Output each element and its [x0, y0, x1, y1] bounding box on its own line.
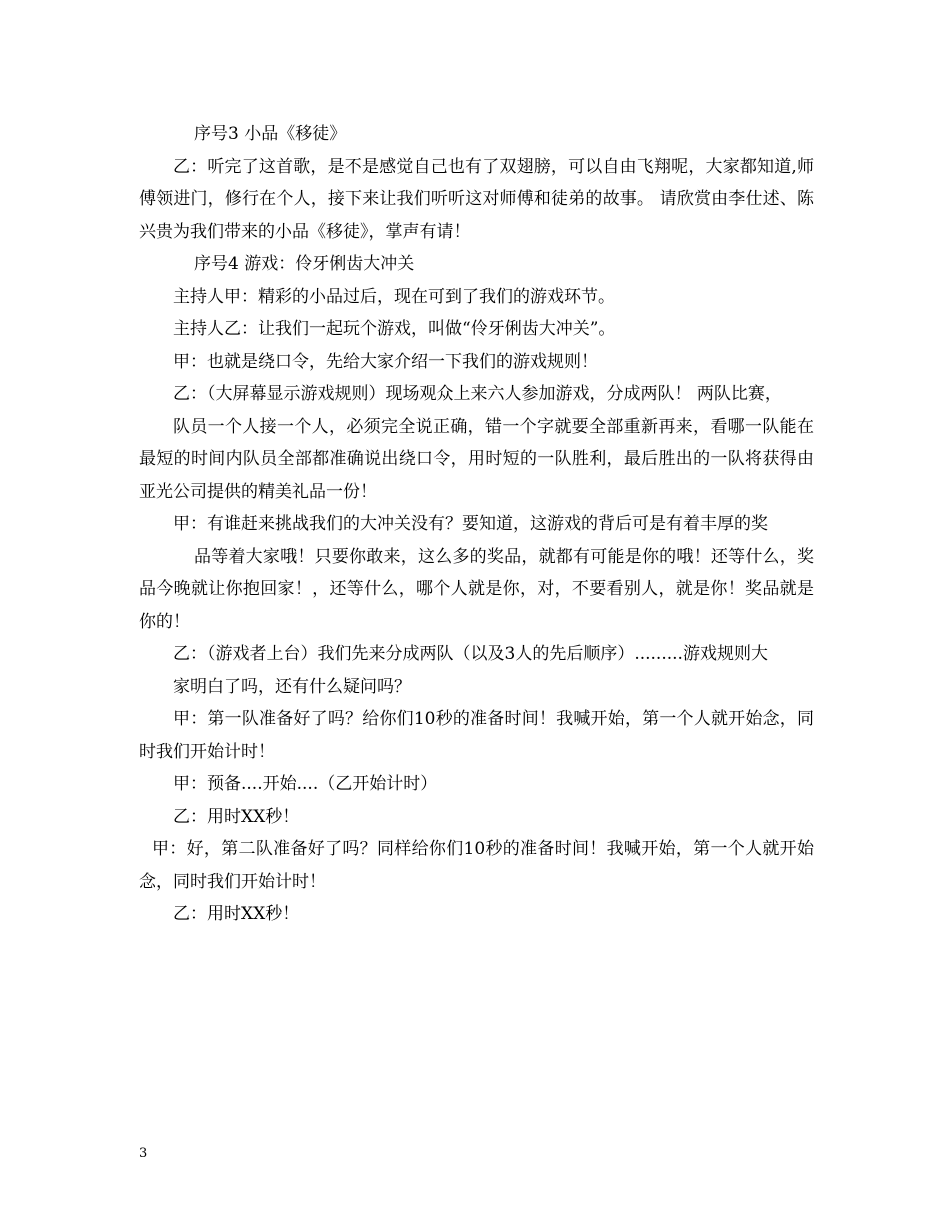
dialogue-paragraph: 甲：也就是绕口令，先给大家介绍一下我们的游戏规则！ [173, 351, 598, 372]
dialogue-paragraph: 甲：有谁赶来挑战我们的大冲关没有？要知道，这游戏的背后可是有着丰厚的奖 [173, 514, 768, 534]
dialogue-paragraph: 乙：用时XX秒！ [173, 904, 300, 924]
dialogue-paragraph: 主持人乙：让我们一起玩个游戏，叫做“伶牙俐齿大冲关”。 [173, 319, 616, 339]
dialogue-paragraph: 乙：（游戏者上台）我们先来分成两队（以及3人的先后顺序）.........游戏规则大 [173, 644, 768, 664]
dialogue-paragraph: 队员一个人接一个人，必须完全说正确，错一个字就要全部重新再来，看哪一队能在最短的时间内队员全部都准确说出绕口令，用时短的一队胜利，最后胜出的一队将获得由亚光公司提供的精美礼品一份！ [139, 416, 814, 502]
document-body [139, 118, 814, 931]
dialogue-paragraph: 甲：好，第二队准备好了吗？同样给你们10秒的准备时间！我喊开始，第一个人就开始念，同时我们开始计时！ [139, 839, 814, 892]
page-number: 3 [139, 1146, 148, 1161]
dialogue-paragraph: 乙：听完了这首歌，是不是感觉自己也有了双翅膀，可以自由飞翔呢，大家都知道,师傅领进门，修行在个人，接下来让我们听听这对师傅和徒弟的故事。 请欣赏由李仕述、陈兴贵为我们带来的小品《移徒》，掌声有请！ [139, 156, 814, 242]
section-heading-3: 序号3 小品《移徒》 [194, 124, 347, 144]
dialogue-paragraph: 甲：第一队准备好了吗？给你们10秒的准备时间！我喊开始，第一个人就开始念，同时我们开始计时！ [139, 709, 814, 762]
dialogue-paragraph: 甲：预备....开始....（乙开始计时） [173, 774, 438, 794]
dialogue-paragraph: 家明白了吗，还有什么疑问吗？ [173, 676, 411, 697]
dialogue-paragraph: 品等着大家哦！只要你敢来，这么多的奖品，就都有可能是你的哦！还等什么，奖品今晚就让你抱回家！，还等什么，哪个人就是你，对，不要看别人，就是你！奖品就是你的！ [139, 546, 814, 632]
dialogue-paragraph: 乙：用时XX秒！ [173, 806, 300, 827]
dialogue-paragraph: 主持人甲：精彩的小品过后，现在可到了我们的游戏环节。 [173, 286, 615, 307]
dialogue-paragraph: 乙：（大屏幕显示游戏规则）现场观众上来六人参加游戏，分成两队！ 两队比赛， [173, 384, 782, 404]
section-heading-4: 序号4 游戏：伶牙俐齿大冲关 [194, 254, 415, 274]
